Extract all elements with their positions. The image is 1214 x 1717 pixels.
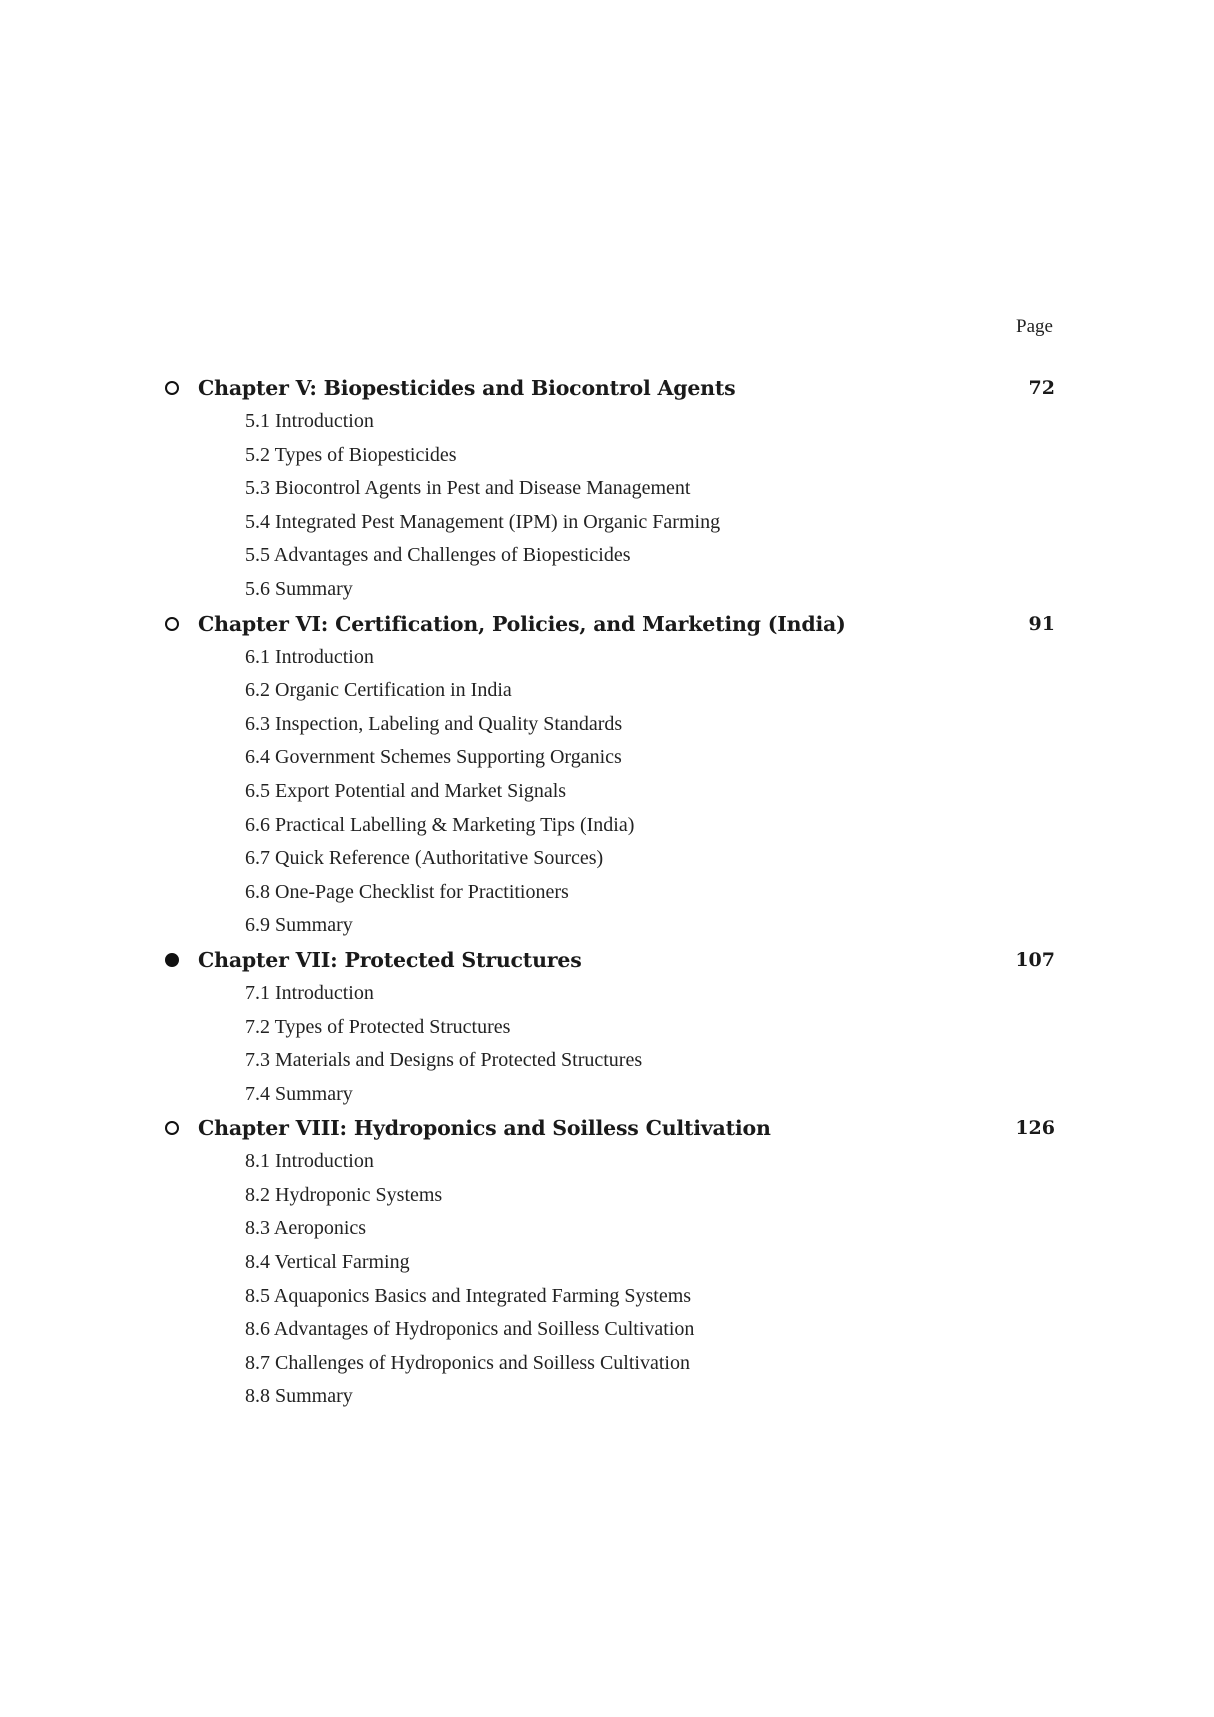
section-title[interactable]: 7.3 Materials and Designs of Protected Structures [245,1049,643,1072]
chapter-title[interactable]: Chapter VI: Certification, Policies, and Marketing (India) [198,611,846,636]
section-title[interactable]: 5.2 Types of Biopesticides [245,443,457,466]
toc-section-row[interactable] [0,573,1214,607]
chapter-title[interactable]: Chapter VIII: Hydroponics and Soilless Cultivation [198,1116,771,1141]
toc-section-row[interactable] [0,1145,1214,1179]
toc-section-row[interactable] [0,741,1214,775]
section-title[interactable]: 6.6 Practical Labelling & Marketing Tips (India) [245,813,635,836]
toc-section-row[interactable] [0,842,1214,876]
section-title[interactable]: 6.5 Export Potential and Market Signals [245,779,567,802]
hollow-circle-icon [165,1121,179,1135]
toc-section-row[interactable] [0,1246,1214,1280]
toc-section-row[interactable] [0,809,1214,843]
toc-section-row[interactable] [0,405,1214,439]
toc-section-row[interactable] [0,1179,1214,1213]
hollow-circle-icon [165,617,179,631]
toc-section-row[interactable] [0,909,1214,943]
toc-section-row[interactable] [0,1313,1214,1347]
section-title[interactable]: 5.6 Summary [245,577,353,600]
toc-section-row[interactable] [0,977,1214,1011]
chapter-page-number: 107 [1015,948,1055,971]
chapter-title[interactable]: Chapter V: Biopesticides and Biocontrol Agents [198,376,736,400]
section-title[interactable]: 6.4 Government Schemes Supporting Organics [245,746,622,769]
toc-section-row[interactable] [0,472,1214,506]
section-title[interactable]: 7.2 Types of Protected Structures [245,1015,511,1038]
section-title[interactable]: 8.5 Aquaponics Basics and Integrated Farming Systems [245,1284,692,1307]
page-column-label: Page [1016,316,1053,337]
toc-section-row[interactable] [0,876,1214,910]
toc-section-row[interactable] [0,506,1214,540]
toc-section-row[interactable] [0,708,1214,742]
section-title[interactable]: 5.5 Advantages and Challenges of Biopesticides [245,544,631,567]
toc-section-row[interactable] [0,641,1214,675]
toc-section-row[interactable] [0,1280,1214,1314]
toc-chapter-row[interactable] [0,943,1214,977]
section-title[interactable]: 6.7 Quick Reference (Authoritative Sources) [245,847,604,870]
hollow-circle-icon [165,381,179,395]
section-title[interactable]: 8.6 Advantages of Hydroponics and Soilless Cultivation [245,1318,695,1341]
chapter-page-number: 72 [1028,377,1055,399]
section-title[interactable]: 8.2 Hydroponic Systems [245,1183,443,1206]
section-title[interactable]: 8.3 Aeroponics [245,1217,367,1240]
toc-section-row[interactable] [0,1044,1214,1078]
toc-section-row[interactable] [0,1347,1214,1381]
section-title[interactable]: 7.4 Summary [245,1082,353,1105]
section-title[interactable]: 5.4 Integrated Pest Management (IPM) in Organic Farming [245,510,721,533]
section-title[interactable]: 6.3 Inspection, Labeling and Quality Standards [245,712,623,735]
toc-section-row[interactable] [0,539,1214,573]
section-title[interactable]: 8.1 Introduction [245,1150,374,1173]
toc-section-row[interactable] [0,1078,1214,1112]
toc-section-row[interactable] [0,1011,1214,1045]
section-title[interactable]: 7.1 Introduction [245,981,374,1004]
table-of-contents [0,371,1214,1414]
toc-section-row[interactable] [0,775,1214,809]
chapter-title[interactable]: Chapter VII: Protected Structures [198,947,582,972]
toc-chapter-row[interactable] [0,1111,1214,1145]
chapter-page-number: 126 [1015,1117,1055,1140]
section-title[interactable]: 6.9 Summary [245,914,353,937]
section-title[interactable]: 8.8 Summary [245,1385,353,1408]
section-title[interactable]: 6.1 Introduction [245,645,374,668]
chapter-page-number: 91 [1028,612,1055,635]
toc-section-row[interactable] [0,1380,1214,1414]
section-title[interactable]: 6.2 Organic Certification in India [245,679,512,702]
section-title[interactable]: 6.8 One-Page Checklist for Practitioners [245,880,569,903]
section-title[interactable]: 8.7 Challenges of Hydroponics and Soilless Cultivation [245,1351,690,1374]
toc-section-row[interactable] [0,1212,1214,1246]
toc-chapter-row[interactable] [0,371,1214,405]
section-title[interactable]: 5.1 Introduction [245,410,374,432]
toc-chapter-row[interactable] [0,607,1214,641]
section-title[interactable]: 5.3 Biocontrol Agents in Pest and Disease Management [245,477,691,500]
toc-section-row[interactable] [0,439,1214,473]
filled-circle-icon [165,953,179,967]
section-title[interactable]: 8.4 Vertical Farming [245,1251,410,1274]
toc-section-row[interactable] [0,674,1214,708]
